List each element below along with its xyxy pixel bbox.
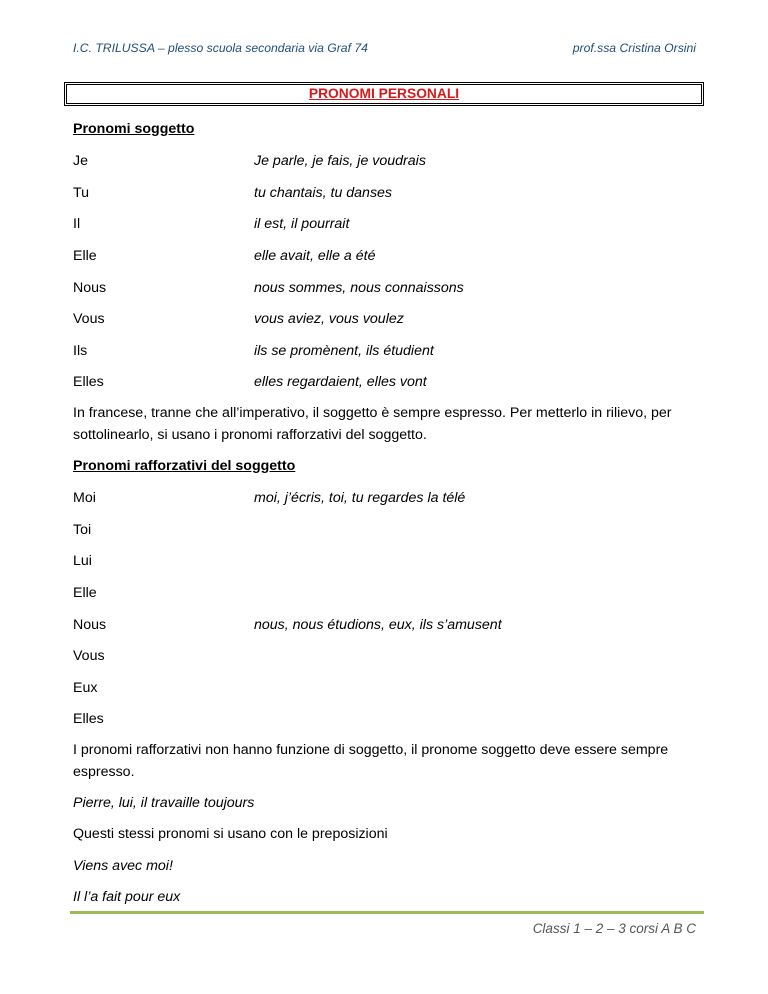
title-box <box>66 84 702 104</box>
pronoun-example: Je parle, je fais, je voudrais <box>254 153 426 169</box>
footer-divider <box>70 911 704 914</box>
example-sentence: Viens avec moi! <box>73 858 173 874</box>
pronoun-label: Nous <box>73 280 107 296</box>
pronoun-label: Moi <box>73 490 96 506</box>
pronoun-example: nous, nous étudions, eux, ils s’amusent <box>254 617 502 633</box>
pronoun-label: Vous <box>73 648 105 664</box>
pronoun-label: Il <box>73 216 81 232</box>
footer-classes: Classi 1 – 2 – 3 corsi A B C <box>532 921 696 936</box>
paragraph-reinforcing-not-subject: I pronomi rafforzativi non hanno funzione di soggetto, il pronome soggetto deve essere sempre espresso. <box>73 742 669 780</box>
pronoun-label: Elle <box>73 248 97 264</box>
pronoun-label: Toi <box>73 522 92 538</box>
pronoun-label: Je <box>73 153 88 169</box>
page-title: PRONOMI PERSONALI <box>308 86 460 101</box>
example-sentence: Pierre, lui, il travaille toujours <box>73 795 255 811</box>
pronoun-example: ils se promènent, ils étudient <box>254 343 434 359</box>
pronoun-example: tu chantais, tu danses <box>254 185 393 201</box>
example-sentence: Il l’a fait pour eux <box>73 889 181 905</box>
pronoun-label: Eux <box>73 680 98 696</box>
header-teacher: prof.ssa Cristina Orsini <box>572 41 696 55</box>
pronoun-label: Nous <box>73 617 107 633</box>
pronoun-example: nous sommes, nous connaissons <box>254 280 464 296</box>
pronoun-label: Lui <box>73 553 92 569</box>
pronoun-label: Tu <box>73 185 90 201</box>
pronoun-example: il est, il pourrait <box>254 216 350 232</box>
pronoun-example: elles regardaient, elles vont <box>254 374 427 390</box>
pronoun-label: Vous <box>73 311 105 327</box>
section-heading-subject-pronouns: Pronomi soggetto <box>73 121 195 137</box>
pronoun-label: Elles <box>73 374 104 390</box>
pronoun-label: Elle <box>73 585 97 601</box>
paragraph-subject-expressed: In francese, tranne che all’imperativo, il soggetto è sempre espresso. Per metterlo in rilievo, per sottolinearlo, si usano i pronomi rafforzativi del soggetto. <box>73 405 672 443</box>
pronoun-label: Elles <box>73 711 104 727</box>
header-school: I.C. TRILUSSA – plesso scuola secondaria via Graf 74 <box>73 41 368 55</box>
note-prepositions: Questi stessi pronomi si usano con le preposizioni <box>73 826 388 842</box>
pronoun-example: elle avait, elle a été <box>254 248 376 264</box>
pronoun-example: moi, j’écris, toi, tu regardes la télé <box>254 490 466 506</box>
pronoun-label: Ils <box>73 343 88 359</box>
pronoun-example: vous aviez, vous voulez <box>254 311 404 327</box>
section-heading-reinforcing-pronouns: Pronomi rafforzativi del soggetto <box>73 458 296 474</box>
